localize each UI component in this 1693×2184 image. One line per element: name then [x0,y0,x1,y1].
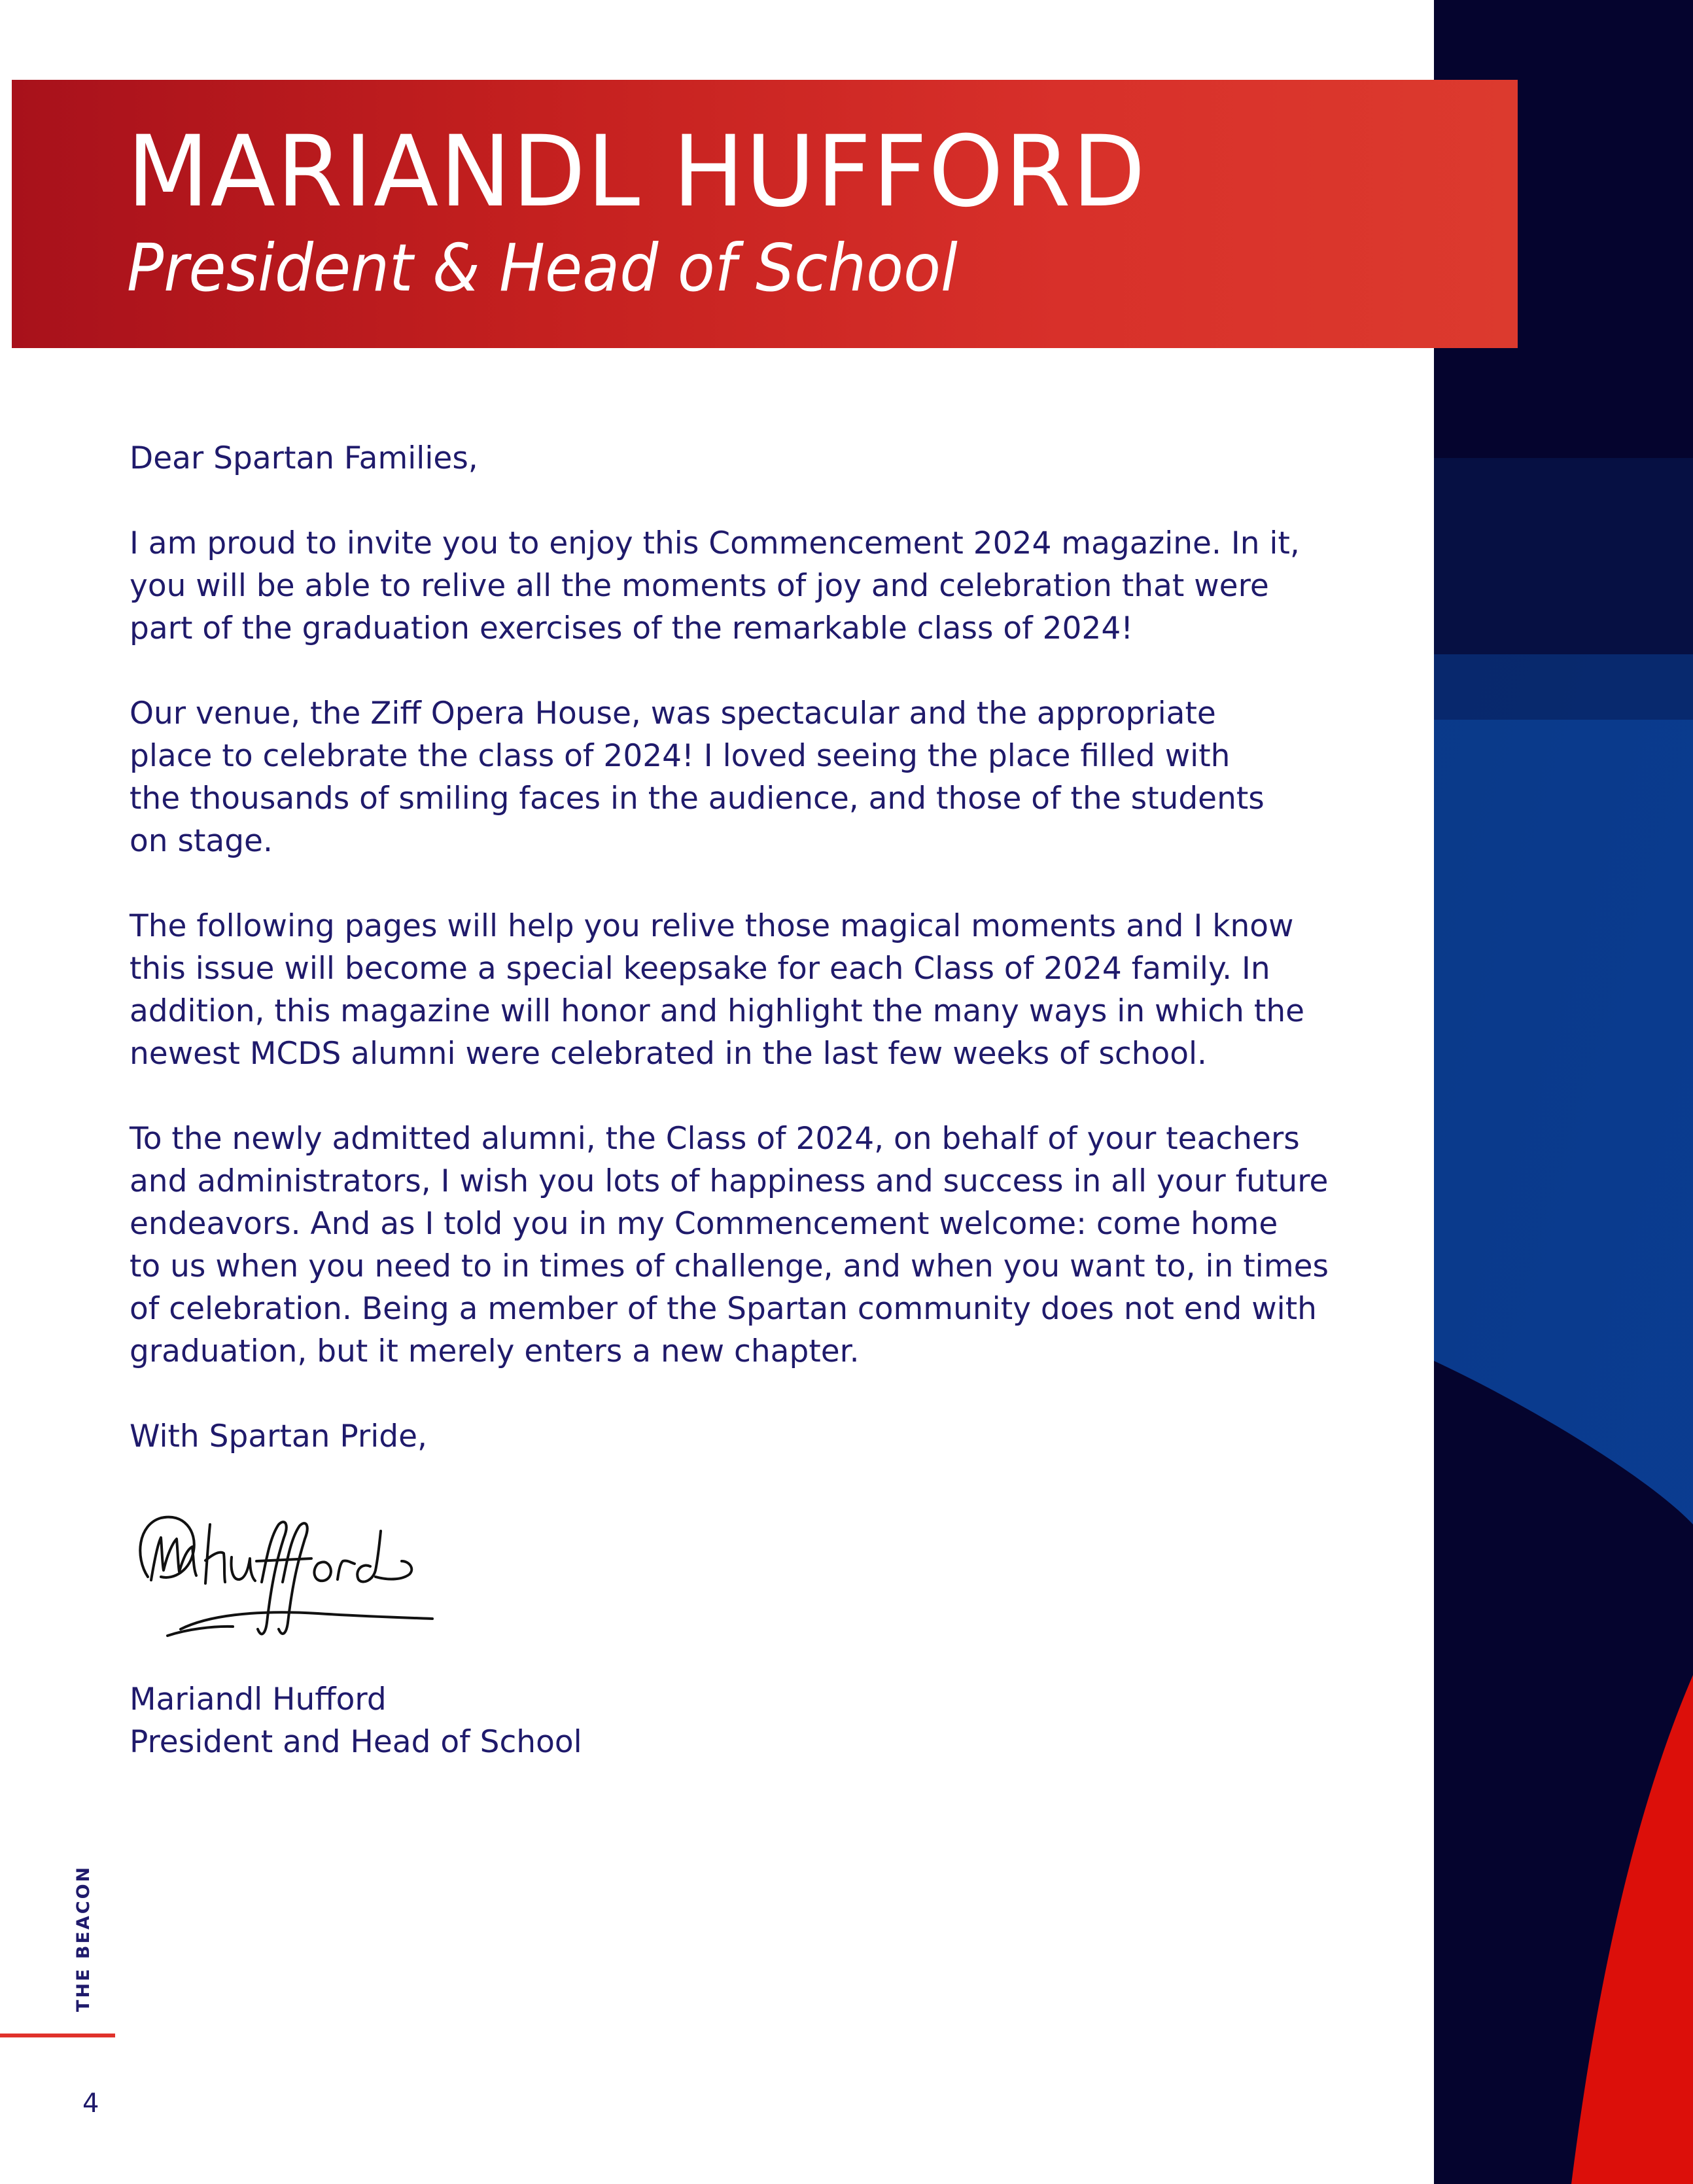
letter-greeting: Dear Spartan Families, [130,440,478,476]
letter-paragraph [130,692,1359,862]
letter-paragraph [130,1118,1359,1373]
letter-line: To the newly admitted alumni, the Class of 2024, on behalf of your teachers [130,1121,1300,1157]
handwritten-signature [122,1498,449,1662]
letter-line: newest MCDS alumni were celebrated in the last few weeks of school. [130,1036,1207,1072]
page-subtitle: President & Head of School [127,230,958,306]
letter-line: of celebration. Being a member of the Spartan community does not end with [130,1291,1317,1327]
letter-line: part of the graduation exercises of the remarkable class of 2024! [130,610,1134,646]
signer-block [130,1678,582,1763]
signer-title: President and Head of School [130,1724,582,1760]
page-title: MARIANDL HUFFORD [127,115,1147,229]
letter-line: you will be able to relive all the moments of joy and celebration that were [130,568,1269,604]
signer-name: Mariandl Hufford [130,1682,387,1717]
letter-line: graduation, but it merely enters a new chapter. [130,1333,860,1369]
letter-line: to us when you need to in times of challenge, and when you want to, in times [130,1248,1329,1284]
letter-line: place to celebrate the class of 2024! I loved seeing the place filled with [130,738,1230,774]
letter-paragraph [130,522,1359,650]
letter-line: and administrators, I wish you lots of happiness and success in all your future [130,1163,1329,1199]
footer-divider [0,2034,115,2037]
letter-line: endeavors. And as I told you in my Commencement welcome: come home [130,1206,1278,1242]
page-number: 4 [82,2088,99,2119]
letter-line: I am proud to invite you to enjoy this Commencement 2024 magazine. In it, [130,525,1300,561]
letter-line: the thousands of smiling faces in the audience, and those of the students [130,781,1265,817]
letter-line: on stage. [130,823,273,859]
letter-paragraph [130,905,1359,1075]
letter-line: addition, this magazine will honor and highlight the many ways in which the [130,993,1305,1029]
letter-line: this issue will become a special keepsake for each Class of 2024 family. In [130,951,1270,987]
header-banner [12,80,1518,348]
letter-body [130,437,1359,1500]
letter-line: The following pages will help you relive those magical moments and I know [130,908,1294,944]
letter-line: Our venue, the Ziff Opera House, was spectacular and the appropriate [130,696,1216,731]
letter-closing: With Spartan Pride, [130,1418,427,1454]
publication-label: THE BEACON [73,1865,94,2012]
